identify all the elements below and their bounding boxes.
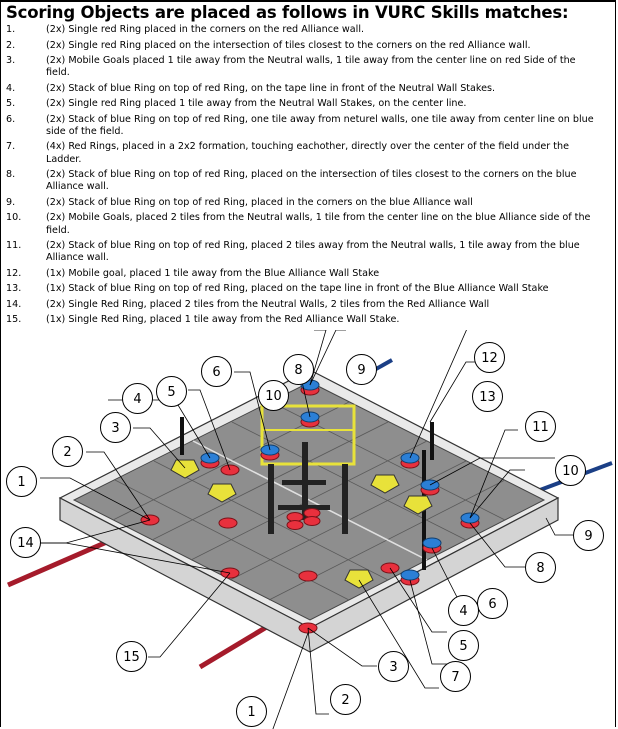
item-text: (1x) Stack of blue Ring on top of red Ring, placed on the tape line in front of the Blue Alliance Wall Stake [46, 283, 549, 295]
item-text: (2x) Mobile Goals, placed 2 tiles from the Neutral walls, 1 tile from the center line on the blue Alliance side of the field. [46, 212, 591, 236]
list-item [6, 24, 612, 36]
item-text: (2x) Stack of blue Ring on top of red Ring, placed 2 tiles away from the Neutral walls, 1 tile away from the blue Alliance wall. [46, 240, 580, 264]
item-number: 3. [6, 55, 16, 66]
callout-1b: 1 [236, 696, 267, 727]
list-item [6, 240, 612, 264]
item-text: (2x) Stack of blue Ring on top of red Ring, one tile away from neturel walls, one tile away from center line on blue side of the field. [46, 113, 594, 137]
item-number: 10. [6, 212, 22, 224]
item-text: (2x) Single red Ring placed in the corners on the red Alliance wall. [46, 24, 365, 35]
item-text: (2x) Single Red Ring, placed 2 tiles from the Neutral Walls, 2 tiles from the Red Alliance Wall [46, 298, 490, 310]
item-text: (2x) Single red Ring placed on the intersection of tiles closest to the corners on the red Alliance wall. [46, 39, 531, 51]
callout-9b: 9 [573, 520, 604, 551]
item-number: 11. [6, 240, 22, 252]
list-item [6, 268, 612, 280]
callout-6: 6 [201, 356, 232, 387]
item-number: 14. [6, 298, 22, 310]
callout-8: 8 [283, 354, 314, 385]
list-item [6, 40, 612, 52]
item-text: (2x) Stack of blue Ring on top of red Ring, placed in the corners on the blue Alliance wall [46, 196, 473, 208]
callout-12: 12 [474, 342, 505, 373]
callout-14: 14 [10, 527, 41, 558]
item-text: (2x) Stack of blue Ring on top of red Ring, on the tape line in front of the Neutral Wall Stakes. [46, 82, 496, 94]
callout-5: 5 [156, 376, 187, 407]
list-item [6, 197, 612, 209]
item-number: 13. [6, 283, 22, 295]
callout-11: 11 [525, 411, 556, 442]
item-number: 9. [6, 196, 16, 208]
callout-13: 13 [472, 381, 503, 412]
item-number: 1. [6, 24, 16, 35]
item-text: (1x) Mobile goal, placed 1 tile away from the Blue Alliance Wall Stake [46, 267, 380, 279]
callout-2: 2 [52, 436, 83, 467]
item-number: 5. [6, 98, 16, 110]
callout-5b: 5 [448, 630, 479, 661]
item-text: (2x) Stack of blue Ring on top of red Ring, placed on the intersection of tiles closest to the corners on the blue Alliance wall. [46, 169, 577, 193]
item-number: 15. [6, 314, 22, 326]
item-text: (2x) Single red Ring placed 1 tile away from the Neutral Wall Stakes, on the center line. [46, 98, 467, 110]
callout-9: 9 [346, 354, 377, 385]
callout-8b: 8 [525, 552, 556, 583]
callout-3b: 3 [378, 651, 409, 682]
list-item [6, 212, 612, 236]
callout-4: 4 [122, 383, 153, 414]
item-number: 6. [6, 113, 16, 125]
field-diagram [0, 330, 618, 729]
list-item [6, 283, 612, 295]
item-text: (1x) Single Red Ring, placed 1 tile away from the Red Alliance Wall Stake. [46, 314, 400, 326]
list-item [6, 314, 612, 326]
callout-2b: 2 [330, 684, 361, 715]
list-item [6, 83, 612, 95]
list-item [6, 299, 612, 311]
callout-6b: 6 [477, 588, 508, 619]
callout-15: 15 [116, 641, 147, 672]
placement-list [6, 24, 612, 330]
item-number: 12. [6, 267, 22, 279]
item-number: 4. [6, 82, 16, 94]
callout-3: 3 [100, 412, 131, 443]
list-item [6, 169, 612, 193]
item-text: (2x) Mobile Goals placed 1 tile away from the Neutral walls, 1 tile away from the center line on red Side of the field. [46, 55, 576, 79]
callout-1: 1 [6, 466, 37, 497]
item-number: 2. [6, 39, 16, 51]
callout-7: 7 [440, 661, 471, 692]
item-number: 8. [6, 169, 16, 181]
callout-10: 10 [258, 380, 289, 411]
item-number: 7. [6, 141, 16, 153]
item-text: (4x) Red Rings, placed in a 2x2 formation, touching eachother, directly over the center of the field under the Ladder. [46, 141, 569, 165]
list-item [6, 55, 612, 79]
callout-4b: 4 [448, 595, 479, 626]
list-item [6, 114, 612, 138]
list-item [6, 98, 612, 110]
list-item [6, 141, 612, 165]
page-title: Scoring Objects are placed as follows in VURC Skills matches: [6, 3, 569, 22]
callout-10b: 10 [555, 455, 586, 486]
